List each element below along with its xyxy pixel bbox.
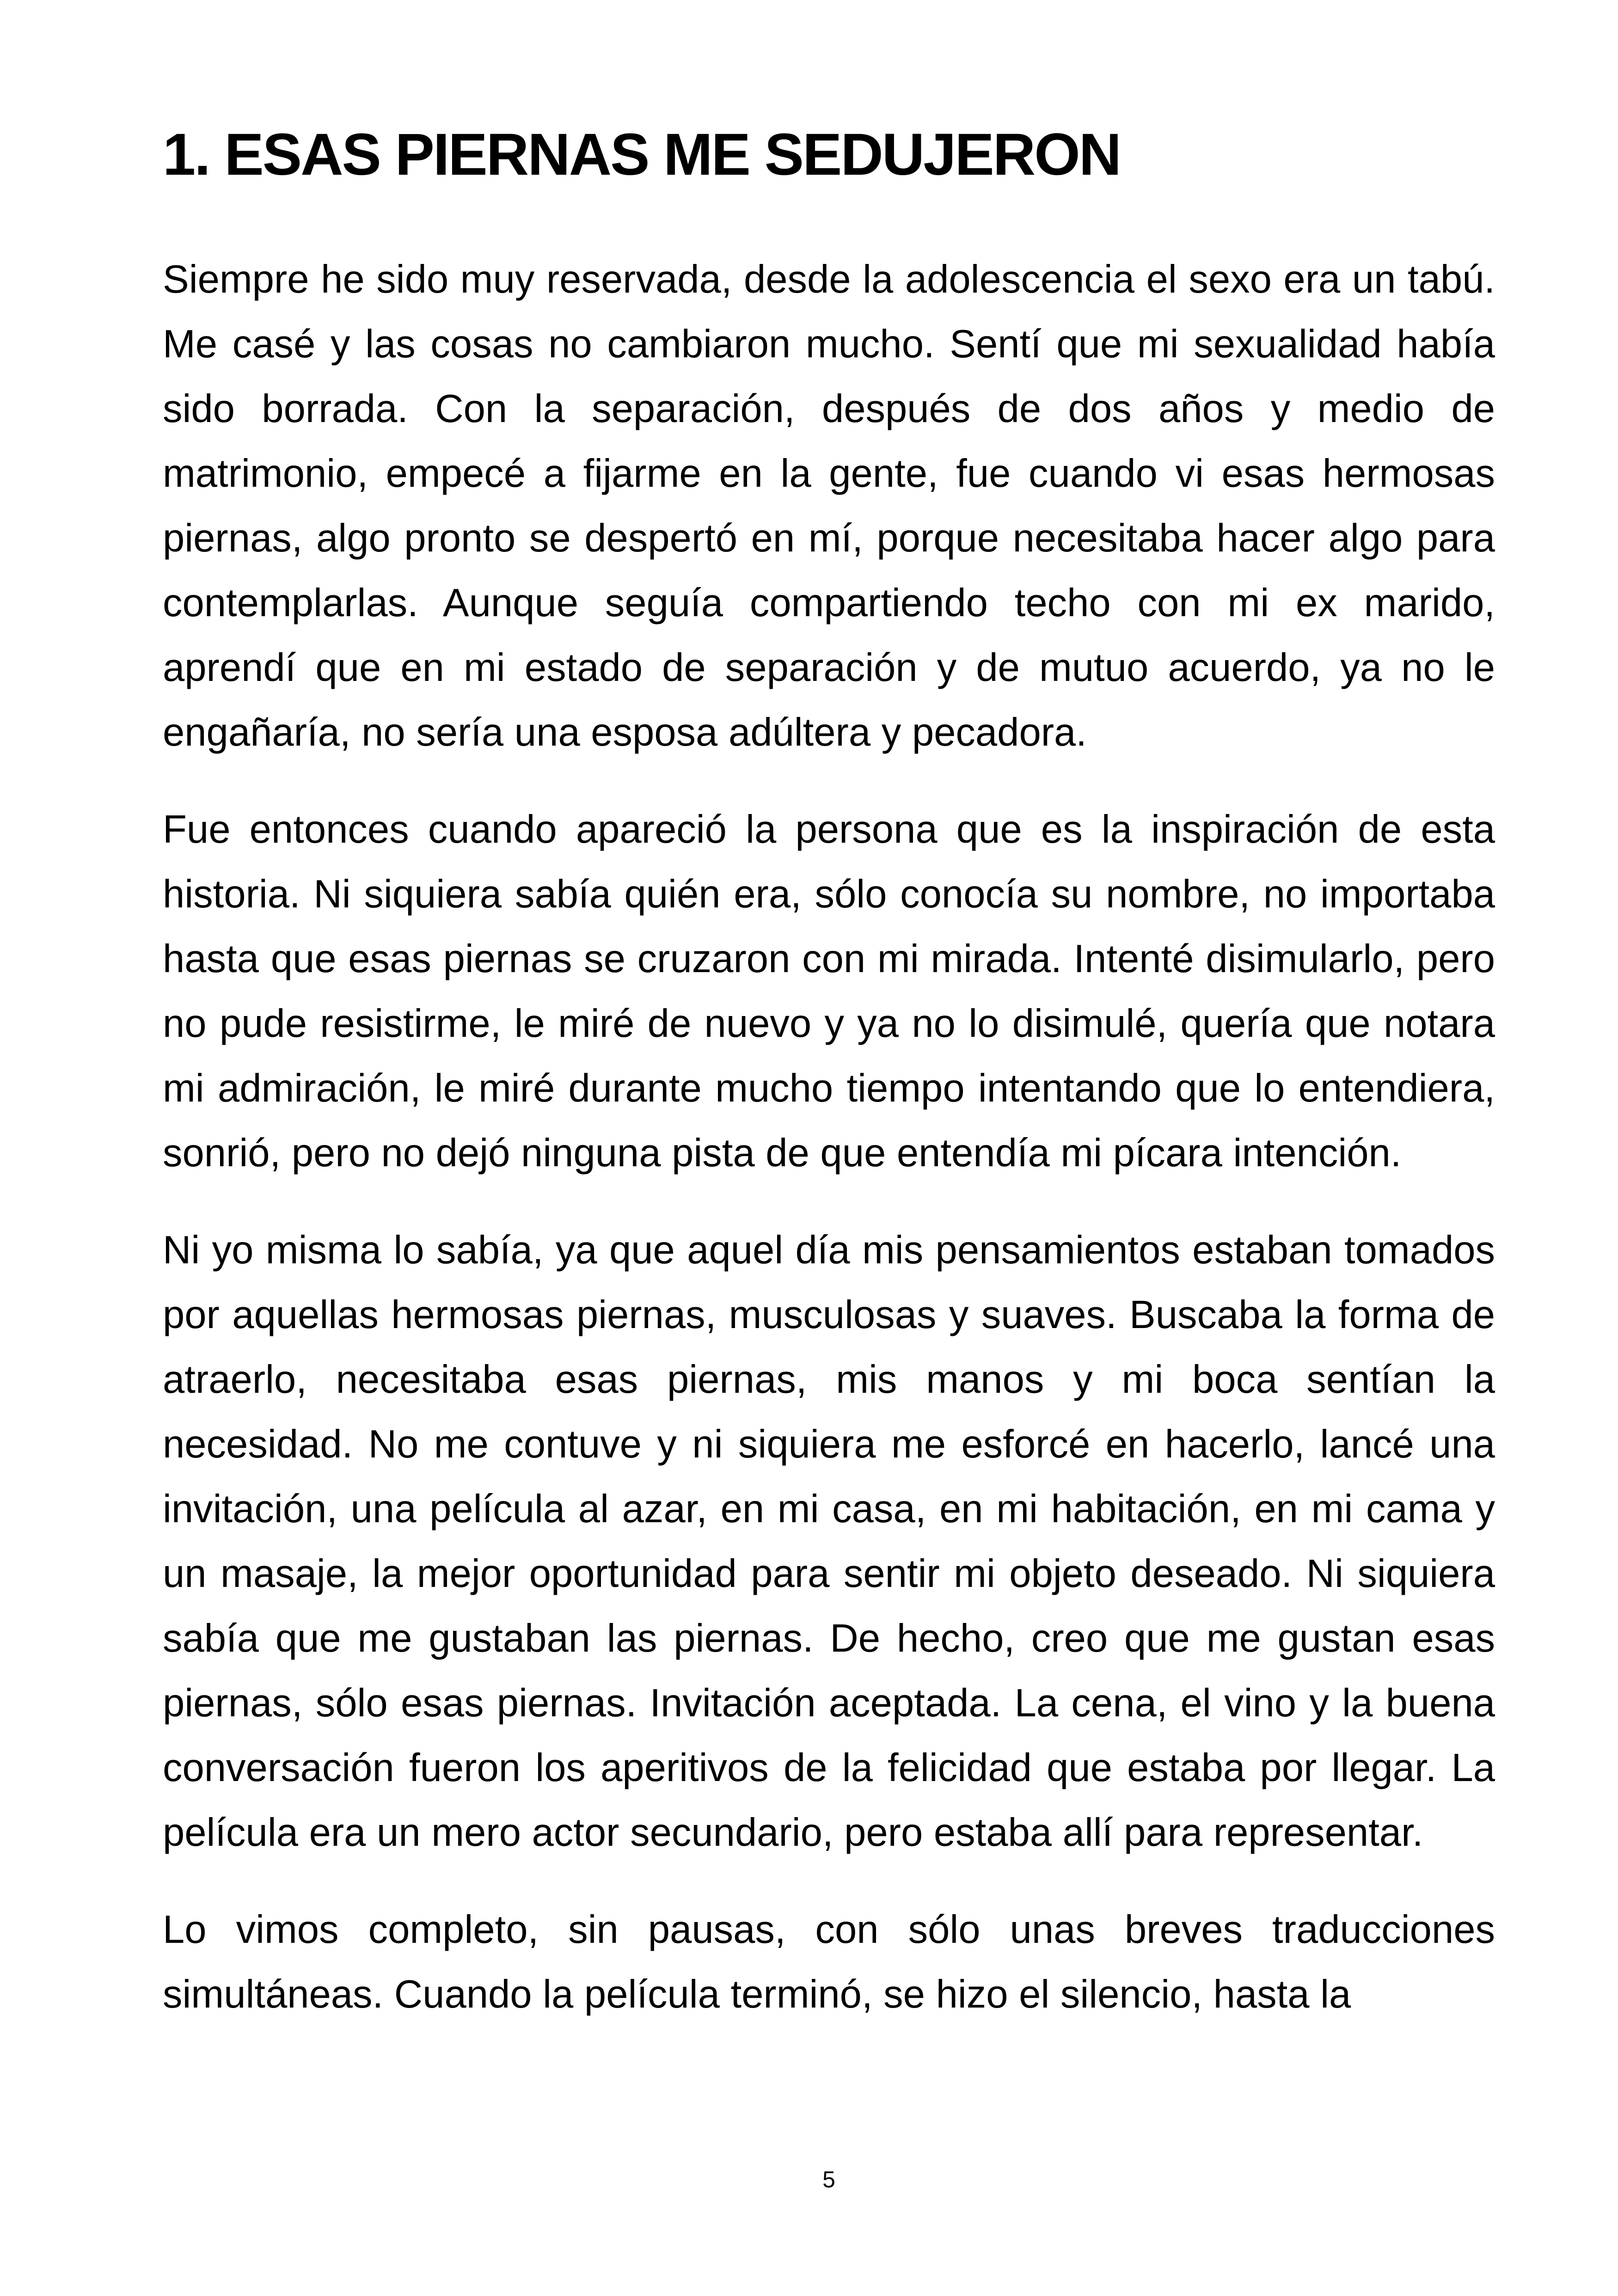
- document-page: [163, 0, 1495, 2296]
- paragraph-3: Ni yo misma lo sabía, ya que aquel día mis pensamientos estaban tomados por aquellas hermosas piernas, musculosas y suaves. Buscaba la forma de atraerlo, necesitaba esas piernas, mis manos y mi boca sentían la necesidad. No me contuve y ni siquiera me esforcé en hacerlo, lancé una invitación, una película al azar, en mi casa, en mi habitación, en mi cama y un masaje, la mejor oportunidad para sentir mi objeto deseado. Ni siquiera sabía que me gustaban las piernas. De hecho, creo que me gustan esas piernas, sólo esas piernas. Invitación aceptada. La cena, el vino y la buena conversación fueron los aperitivos de la felicidad que estaba por llegar. La película era un mero actor secundario, pero estaba allí para representar.: [163, 1228, 1495, 1855]
- chapter-title: 1. ESAS PIERNAS ME SEDUJERON: [163, 122, 1121, 188]
- body-text: [163, 247, 1495, 2059]
- paragraph-4: Lo vimos completo, sin pausas, con sólo unas breves traducciones simultáneas. Cuando la película terminó, se hizo el silencio, hasta la: [163, 1908, 1495, 2016]
- page-number: 5: [822, 2167, 835, 2192]
- paragraph-1: Siempre he sido muy reservada, desde la adolescencia el sexo era un tabú. Me casé y las cosas no cambiaron mucho. Sentí que mi sexualidad había sido borrada. Con la separación, después de dos años y medio de matrimonio, empecé a fijarme en la gente, fue cuando vi esas hermosas piernas, algo pronto se despertó en mí, porque necesitaba hacer algo para contemplarlas. Aunque seguía compartiendo techo con mi ex marido, aprendí que en mi estado de separación y de mutuo acuerdo, ya no le engañaría, no sería una esposa adúltera y pecadora.: [163, 257, 1495, 754]
- paragraph-2: Fue entonces cuando apareció la persona que es la inspiración de esta historia. Ni siquiera sabía quién era, sólo conocía su nombre, no importaba hasta que esas piernas se cruzaron con mi mirada. Intenté disimularlo, pero no pude resistirme, le miré de nuevo y ya no lo disimulé, quería que notara mi admiración, le miré durante mucho tiempo intentando que lo entendiera, sonrió, pero no dejó ninguna pista de que entendía mi pícara intención.: [163, 808, 1495, 1175]
